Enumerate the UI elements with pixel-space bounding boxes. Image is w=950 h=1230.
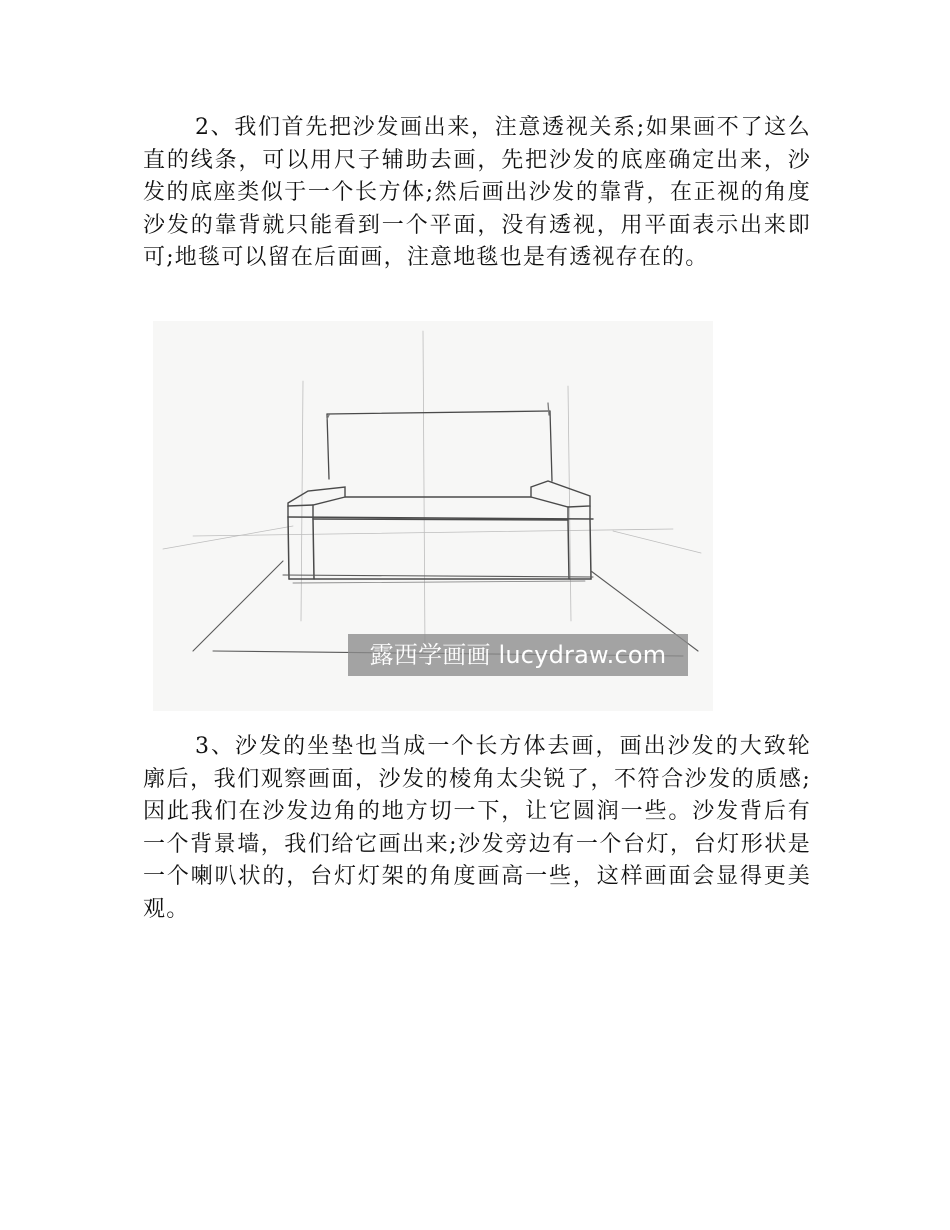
- watermark-text: 露西学画画 lucydraw.com: [348, 634, 688, 676]
- step-2-paragraph: 2、我们首先把沙发画出来，注意透视关系;如果画不了这么直的线条，可以用尺子辅助去画，先把沙发的底座确定出来，沙发的底座类似于一个长方体;然后画出沙发的靠背，在正视的角度沙发的靠背就只能看到一个平面，没有透视，用平面表示出来即可;地毯可以留在后面画，注意地毯也是有透视存在的。: [143, 115, 811, 271]
- step-3-paragraph: 3、沙发的坐垫也当成一个长方体去画，画出沙发的大致轮廓后，我们观察画面，沙发的棱角太尖锐了，不符合沙发的质感;因此我们在沙发边角的地方切一下，让它圆润一些。沙发背后有一个背景墙，我们给它画出来;沙发旁边有一个台灯，台灯形状是一个喇叭状的，台灯灯架的角度画高一些，这样画面会显得更美观。: [143, 734, 811, 922]
- sofa-sketch-image: [153, 321, 713, 711]
